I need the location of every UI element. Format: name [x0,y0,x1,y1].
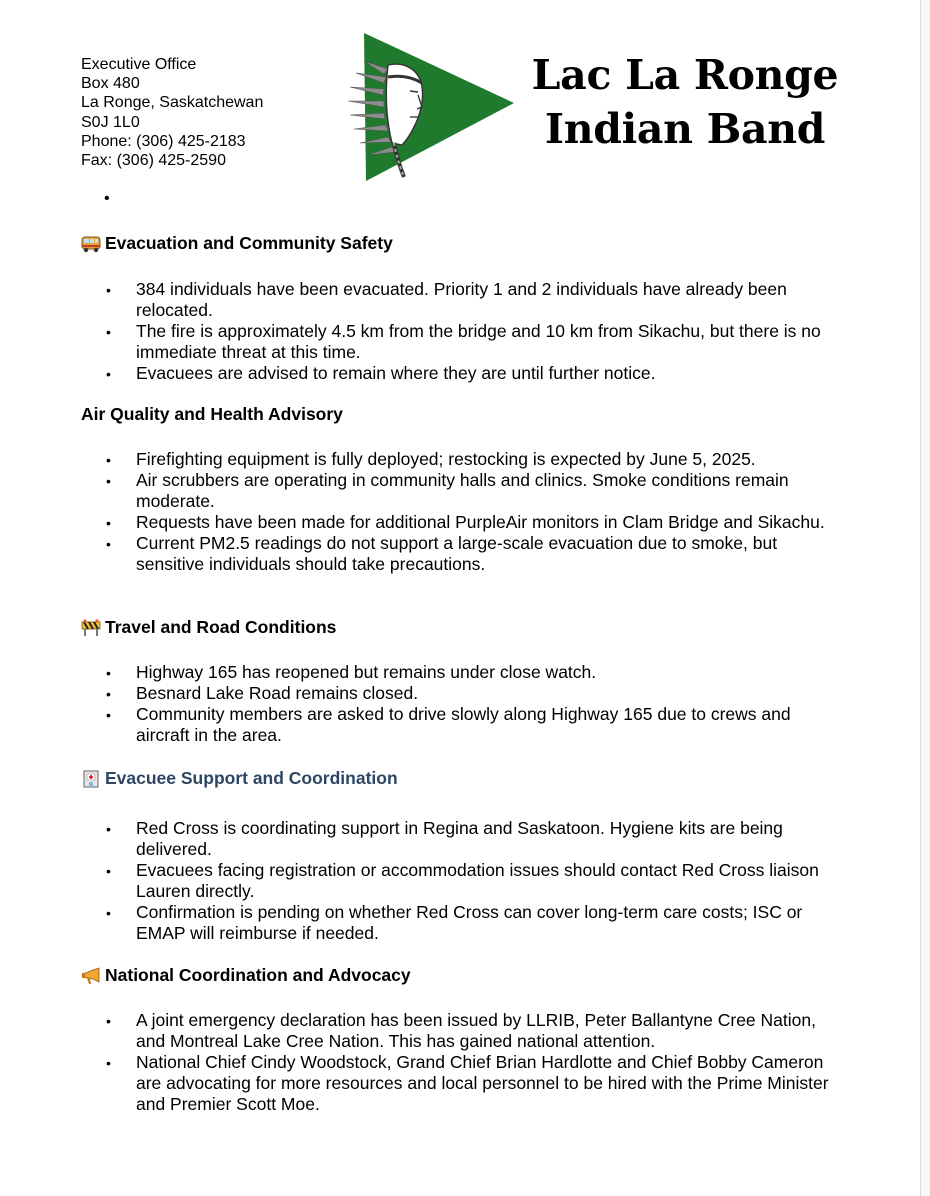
list-item: • Current PM2.5 readings do not support a large-scale evacuation due to smoke, but sensitive individuals should take precautions. [104,533,844,575]
section-title-evacuee-support [81,768,398,789]
fax-line: Fax: (306) 425-2590 [81,152,226,170]
phone-line: Phone: (306) 425-2183 [81,132,246,150]
construction-barrier-icon [81,619,101,637]
band-name-line1: Lac La Ronge [531,51,839,99]
empty-bullet: • [104,190,110,207]
section-title-text: Evacuation and Community Safety [105,233,393,253]
list-item: • Community members are asked to drive slowly along Highway 165 due to crews and aircraft in the area. [104,704,844,746]
list-item: • Evacuees are advised to remain where they are until further notice. [104,363,844,384]
megaphone-icon [81,967,101,985]
address-line: La Ronge, Saskatchewan [81,94,264,112]
section-title-air-quality [81,404,343,425]
section-title-text: Air Quality and Health Advisory [81,404,343,424]
list-item: • Air scrubbers are operating in community halls and clinics. Smoke conditions remain moderate. [104,470,844,512]
hospital-icon [81,770,101,788]
list-item: • Firefighting equipment is fully deployed; restocking is expected by June 5, 2025. [104,449,844,470]
bus-icon [81,235,101,253]
address-line: Executive Office [81,56,197,73]
section-title-text: National Coordination and Advocacy [105,965,411,985]
section-title-travel [81,617,336,638]
band-name-line2: Indian Band [544,105,826,153]
travel-list [104,662,844,746]
chief-headdress-logo-icon [344,31,516,183]
section-title-text: Evacuee Support and Coordination [105,768,398,788]
executive-office-address [81,55,263,170]
list-item: • Red Cross is coordinating support in Regina and Saskatoon. Hygiene kits are being delivered. [104,818,844,860]
list-item: • 384 individuals have been evacuated. Priority 1 and 2 individuals have already been relocated. [104,279,844,321]
list-item: • Requests have been made for additional PurpleAir monitors in Clam Bridge and Sikachu. [104,512,844,533]
evacuation-list [104,279,844,384]
address-line: S0J 1L0 [81,113,140,131]
national-list [104,1010,844,1115]
section-title-text: Travel and Road Conditions [105,617,337,637]
list-item: • Evacuees facing registration or accommodation issues should contact Red Cross liaison Lauren directly. [104,860,844,902]
address-line: Box 480 [81,75,140,93]
band-logo [344,31,516,183]
air-quality-list [104,449,844,575]
list-item: • The fire is approximately 4.5 km from the bridge and 10 km from Sikachu, but there is no immediate threat at this time. [104,321,844,363]
list-item: • A joint emergency declaration has been issued by LLRIB, Peter Ballantyne Cree Nation, and Montreal Lake Cree Nation. This has gained national attention. [104,1010,844,1052]
list-item: • Besnard Lake Road remains closed. [104,683,844,704]
list-item: • National Chief Cindy Woodstock, Grand Chief Brian Hardlotte and Chief Bobby Cameron are advocating for more resources and local personnel to be hired with the Prime Minister and Premier Scott Moe. [104,1052,844,1115]
section-title-national [81,965,411,986]
list-item: • Highway 165 has reopened but remains under close watch. [104,662,844,683]
page-margin [921,0,930,1196]
evacuee-support-list [104,818,844,944]
section-title-evacuation [81,233,393,254]
list-item: • Confirmation is pending on whether Red Cross can cover long-term care costs; ISC or EMAP will reimburse if needed. [104,902,844,944]
band-name-title [500,48,870,156]
